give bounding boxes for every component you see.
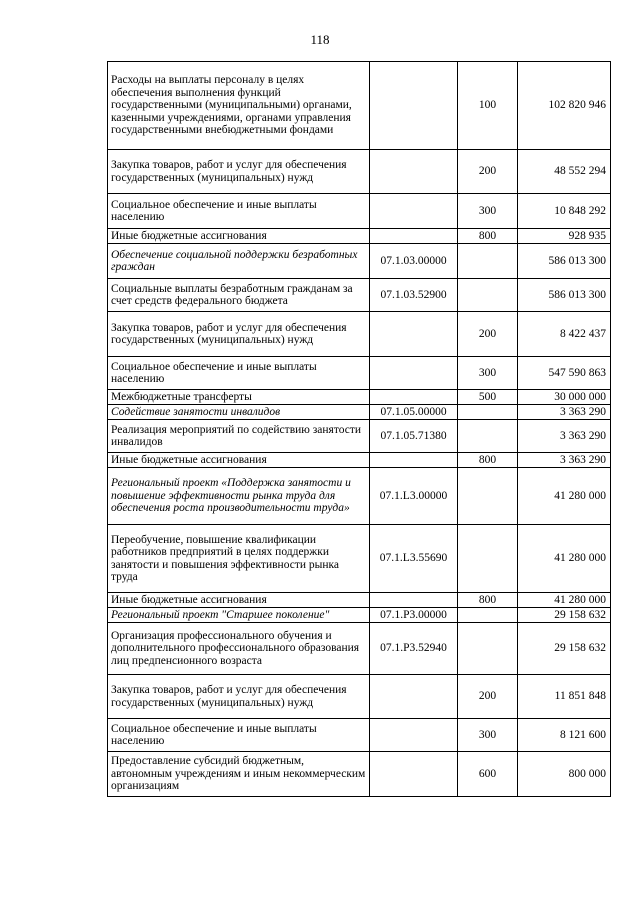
table-row	[108, 719, 611, 752]
target-code-cell: 07.1.L3.00000	[370, 468, 458, 525]
expense-kind-cell	[458, 420, 518, 453]
expense-kind-cell: 200	[458, 312, 518, 357]
amount-cell: 800 000	[518, 752, 611, 797]
budget-table-body	[108, 62, 611, 797]
table-row	[108, 62, 611, 150]
row-name-cell: Закупка товаров, работ и услуг для обеспечения государственных (муниципальных) нужд	[108, 675, 370, 719]
table-row	[108, 244, 611, 279]
target-code-cell	[370, 453, 458, 468]
target-code-cell	[370, 390, 458, 405]
amount-cell: 29 158 632	[518, 608, 611, 623]
expense-kind-cell: 800	[458, 593, 518, 608]
row-name-cell: Организация профессионального обучения и дополнительного профессионального образования лиц предпенсионного возраста	[108, 623, 370, 675]
row-name-cell: Социальное обеспечение и иные выплаты населению	[108, 719, 370, 752]
amount-cell: 10 848 292	[518, 194, 611, 229]
amount-cell: 30 000 000	[518, 390, 611, 405]
budget-table	[107, 61, 611, 797]
target-code-cell: 07.1.P3.00000	[370, 608, 458, 623]
expense-kind-cell: 300	[458, 194, 518, 229]
table-row	[108, 623, 611, 675]
table-row	[108, 194, 611, 229]
expense-kind-cell	[458, 405, 518, 420]
target-code-cell	[370, 752, 458, 797]
target-code-cell: 07.1.P3.52940	[370, 623, 458, 675]
table-row	[108, 150, 611, 194]
expense-kind-cell: 500	[458, 390, 518, 405]
table-row	[108, 453, 611, 468]
table-row	[108, 525, 611, 593]
row-name-cell: Иные бюджетные ассигнования	[108, 453, 370, 468]
expense-kind-cell: 200	[458, 675, 518, 719]
amount-cell: 41 280 000	[518, 468, 611, 525]
target-code-cell	[370, 675, 458, 719]
row-name-cell: Социальные выплаты безработным гражданам за счет средств федерального бюджета	[108, 279, 370, 312]
target-code-cell	[370, 62, 458, 150]
table-row	[108, 420, 611, 453]
row-name-cell: Межбюджетные трансферты	[108, 390, 370, 405]
amount-cell: 3 363 290	[518, 420, 611, 453]
amount-cell: 11 851 848	[518, 675, 611, 719]
table-row	[108, 390, 611, 405]
amount-cell: 586 013 300	[518, 279, 611, 312]
row-name-cell: Расходы на выплаты персоналу в целях обеспечения выполнения функций государственными (муниципальными) органами, казенными учреждениями, органами управления государственными внебюджетными фондами	[108, 62, 370, 150]
target-code-cell: 07.1.05.00000	[370, 405, 458, 420]
table-row	[108, 357, 611, 390]
expense-kind-cell: 800	[458, 229, 518, 244]
expense-kind-cell	[458, 525, 518, 593]
expense-kind-cell: 300	[458, 719, 518, 752]
expense-kind-cell: 800	[458, 453, 518, 468]
row-name-cell: Социальное обеспечение и иные выплаты населению	[108, 194, 370, 229]
target-code-cell: 07.1.03.00000	[370, 244, 458, 279]
amount-cell: 102 820 946	[518, 62, 611, 150]
amount-cell: 586 013 300	[518, 244, 611, 279]
expense-kind-cell	[458, 244, 518, 279]
expense-kind-cell: 600	[458, 752, 518, 797]
table-row	[108, 229, 611, 244]
page-number: 118	[310, 32, 330, 47]
amount-cell: 928 935	[518, 229, 611, 244]
amount-cell: 41 280 000	[518, 593, 611, 608]
target-code-cell: 07.1.L3.55690	[370, 525, 458, 593]
table-row	[108, 608, 611, 623]
amount-cell: 41 280 000	[518, 525, 611, 593]
target-code-cell: 07.1.05.71380	[370, 420, 458, 453]
row-name-cell: Закупка товаров, работ и услуг для обеспечения государственных (муниципальных) нужд	[108, 150, 370, 194]
expense-kind-cell: 200	[458, 150, 518, 194]
amount-cell: 3 363 290	[518, 453, 611, 468]
target-code-cell	[370, 194, 458, 229]
target-code-cell	[370, 229, 458, 244]
table-row	[108, 593, 611, 608]
amount-cell: 547 590 863	[518, 357, 611, 390]
row-name-cell: Предоставление субсидий бюджетным, автономным учреждениям и иным некоммерческим организациям	[108, 752, 370, 797]
target-code-cell	[370, 719, 458, 752]
expense-kind-cell: 300	[458, 357, 518, 390]
amount-cell: 29 158 632	[518, 623, 611, 675]
amount-cell: 8 422 437	[518, 312, 611, 357]
row-name-cell: Иные бюджетные ассигнования	[108, 593, 370, 608]
amount-cell: 3 363 290	[518, 405, 611, 420]
row-name-cell: Закупка товаров, работ и услуг для обеспечения государственных (муниципальных) нужд	[108, 312, 370, 357]
expense-kind-cell	[458, 468, 518, 525]
table-row	[108, 405, 611, 420]
expense-kind-cell	[458, 279, 518, 312]
row-name-cell: Содействие занятости инвалидов	[108, 405, 370, 420]
table-row	[108, 279, 611, 312]
table-row	[108, 675, 611, 719]
table-row	[108, 468, 611, 525]
row-name-cell: Иные бюджетные ассигнования	[108, 229, 370, 244]
row-name-cell: Региональный проект «Поддержка занятости и повышение эффективности рынка труда для обеспечения роста производительности труда»	[108, 468, 370, 525]
row-name-cell: Социальное обеспечение и иные выплаты населению	[108, 357, 370, 390]
target-code-cell	[370, 150, 458, 194]
row-name-cell: Реализация мероприятий по содействию занятости инвалидов	[108, 420, 370, 453]
target-code-cell	[370, 312, 458, 357]
expense-kind-cell: 100	[458, 62, 518, 150]
table-row	[108, 312, 611, 357]
target-code-cell	[370, 357, 458, 390]
expense-kind-cell	[458, 623, 518, 675]
amount-cell: 48 552 294	[518, 150, 611, 194]
target-code-cell	[370, 593, 458, 608]
expense-kind-cell	[458, 608, 518, 623]
amount-cell: 8 121 600	[518, 719, 611, 752]
target-code-cell: 07.1.03.52900	[370, 279, 458, 312]
row-name-cell: Переобучение, повышение квалификации работников предприятий в целях поддержки занятости и повышения эффективности рынка труда	[108, 525, 370, 593]
row-name-cell: Региональный проект "Старшее поколение"	[108, 608, 370, 623]
row-name-cell: Обеспечение социальной поддержки безработных граждан	[108, 244, 370, 279]
table-row	[108, 752, 611, 797]
